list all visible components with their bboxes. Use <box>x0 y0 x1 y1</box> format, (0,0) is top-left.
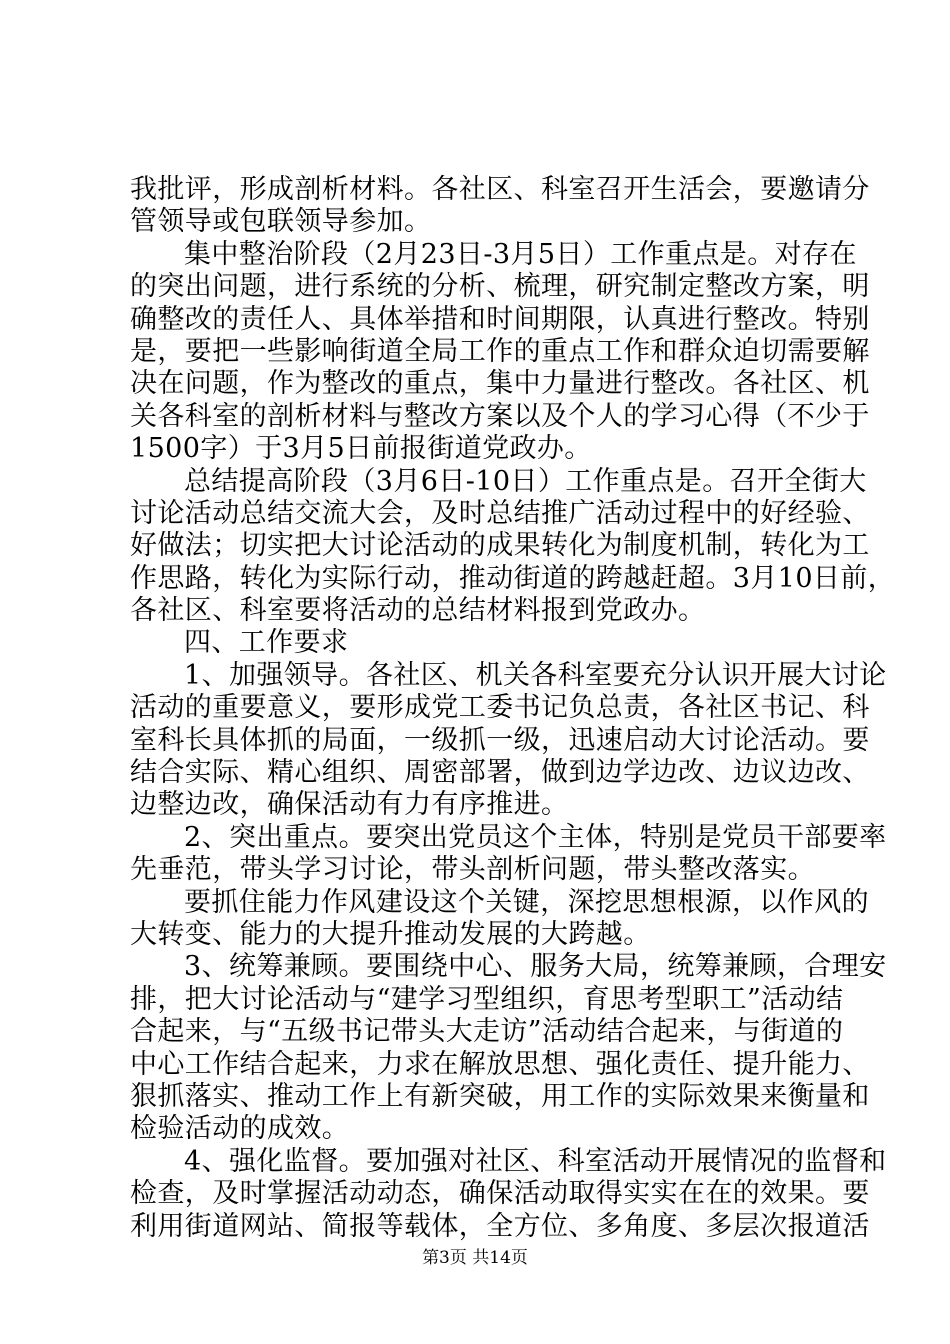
text-line: 作思路，转化为实际行动，推动街道的跨越赶超。3月10日前， <box>130 562 896 594</box>
text-line: 检查，及时掌握活动动态，确保活动取得实实在在的效果。要 <box>130 1178 870 1210</box>
text-line: 先垂范，带头学习讨论，带头剖析问题，带头整改落实。 <box>130 854 815 886</box>
text-line: 决在问题，作为整改的重点，集中力量进行整改。各社区、机 <box>130 368 870 400</box>
text-line: 大转变、能力的大提升推动发展的大跨越。 <box>130 918 651 950</box>
text-line: 排，把大讨论活动与“建学习型组织，育思考型职工”活动结 <box>130 983 844 1015</box>
text-line: 1、加强领导。各社区、机关各科室要充分认识开展大讨论 <box>184 659 887 691</box>
text-line: 边整边改，确保活动有力有序推进。 <box>130 789 569 821</box>
text-line: 集中整治阶段（2月23日-3月5日）工作重点是。对存在 <box>184 238 857 270</box>
text-line: 3、统筹兼顾。要围绕中心、服务大局，统筹兼顾，合理安 <box>184 951 887 983</box>
page-footer: 第3页 共14页 <box>422 1248 528 1268</box>
text-line: 的突出问题，进行系统的分析、梳理，研究制定整改方案，明 <box>130 271 870 303</box>
text-line: 讨论活动总结交流大会，及时总结推广活动过程中的好经验、 <box>130 497 870 529</box>
text-line: 利用街道网站、简报等载体，全方位、多角度、多层次报道活 <box>130 1210 870 1242</box>
text-line: 确整改的责任人、具体举措和时间期限，认真进行整改。特别 <box>130 303 870 335</box>
text-line: 结合实际、精心组织、周密部署，做到边学边改、边议边改、 <box>130 757 870 789</box>
text-line: 是，要把一些影响街道全局工作的重点工作和群众迫切需要解 <box>130 335 870 367</box>
text-line: 好做法；切实把大讨论活动的成果转化为制度机制，转化为工 <box>130 530 870 562</box>
text-line: 总结提高阶段（3月6日-10日）工作重点是。召开全街大 <box>184 465 867 497</box>
text-line: 中心工作结合起来，力求在解放思想、强化责任、提升能力、 <box>130 1048 870 1080</box>
text-line: 合起来，与“五级书记带头大走访”活动结合起来，与街道的 <box>130 1016 844 1048</box>
text-line: 1500字）于3月5日前报街道党政办。 <box>130 433 592 465</box>
text-line: 活动的重要意义，要形成党工委书记负总责，各社区书记、科 <box>130 692 870 724</box>
document-body <box>130 174 896 1243</box>
text-line: 我批评，形成剖析材料。各社区、科室召开生活会，要邀请分 <box>130 174 870 205</box>
text-line: 四、工作要求 <box>184 627 349 659</box>
text-line: 狠抓落实、推动工作上有新突破，用工作的实际效果来衡量和 <box>130 1080 870 1112</box>
text-line: 4、强化监督。要加强对社区、科室活动开展情况的监督和 <box>184 1145 887 1177</box>
text-line: 管领导或包联领导参加。 <box>130 206 432 238</box>
text-line: 要抓住能力作风建设这个关键，深挖思想根源，以作风的 <box>184 886 869 918</box>
text-line: 检验活动的成效。 <box>130 1113 350 1145</box>
text-line: 关各科室的剖析材料与整改方案以及个人的学习心得（不少于 <box>130 400 870 432</box>
text-line: 各社区、科室要将活动的总结材料报到党政办。 <box>130 595 706 627</box>
text-line: 2、突出重点。要突出党员这个主体，特别是党员干部要率 <box>184 821 887 853</box>
text-line: 室科长具体抓的局面，一级抓一级，迅速启动大讨论活动。要 <box>130 724 870 756</box>
